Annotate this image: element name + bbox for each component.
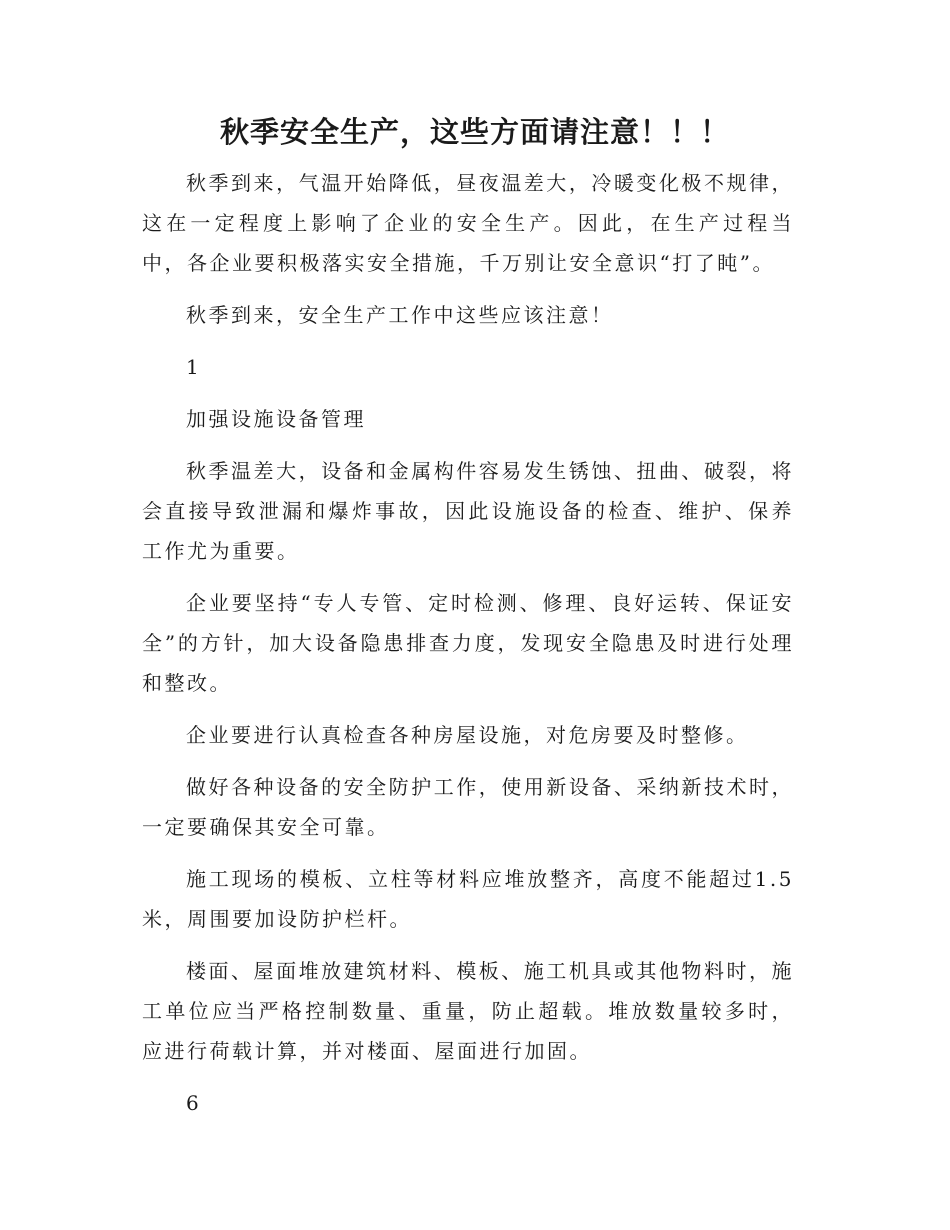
- body-paragraph: 做好各种设备的安全防护工作，使用新设备、采纳新技术时，一定要确保其安全可靠。: [142, 775, 794, 839]
- section-number: 6: [186, 1091, 202, 1115]
- body-paragraph: 企业要进行认真检查各种房屋设施，对危房要及时整修。: [186, 723, 749, 747]
- body-paragraph: 楼面、屋面堆放建筑材料、模板、施工机具或其他物料时，施工单位应当严格控制数量、重量，防止超载。堆放数量较多时，应进行荷载计算，并对楼面、屋面进行加固。: [142, 959, 794, 1063]
- notice-paragraph: 秋季到来，安全生产工作中这些应该注意！: [186, 303, 614, 327]
- section-heading: 加强设施设备管理: [186, 407, 366, 431]
- document-body: [142, 163, 794, 1135]
- body-paragraph: 施工现场的模板、立柱等材料应堆放整齐，高度不能超过1.5米，周围要加设防护栏杆。: [142, 867, 794, 931]
- section-number: 1: [186, 355, 202, 379]
- body-paragraph: 秋季温差大，设备和金属构件容易发生锈蚀、扭曲、破裂，将会直接导致泄漏和爆炸事故，因此设施设备的检查、维护、保养工作尤为重要。: [142, 459, 794, 563]
- document-title: 秋季安全生产，这些方面请注意！！！: [219, 115, 730, 149]
- intro-paragraph: 秋季到来，气温开始降低，昼夜温差大，冷暖变化极不规律，这在一定程度上影响了企业的安全生产。因此，在生产过程当中，各企业要积极落实安全措施，千万别让安全意识“打了盹”。: [142, 171, 794, 275]
- body-paragraph: 企业要坚持“专人专管、定时检测、修理、良好运转、保证安全”的方针，加大设备隐患排查力度，发现安全隐患及时进行处理和整改。: [142, 591, 794, 695]
